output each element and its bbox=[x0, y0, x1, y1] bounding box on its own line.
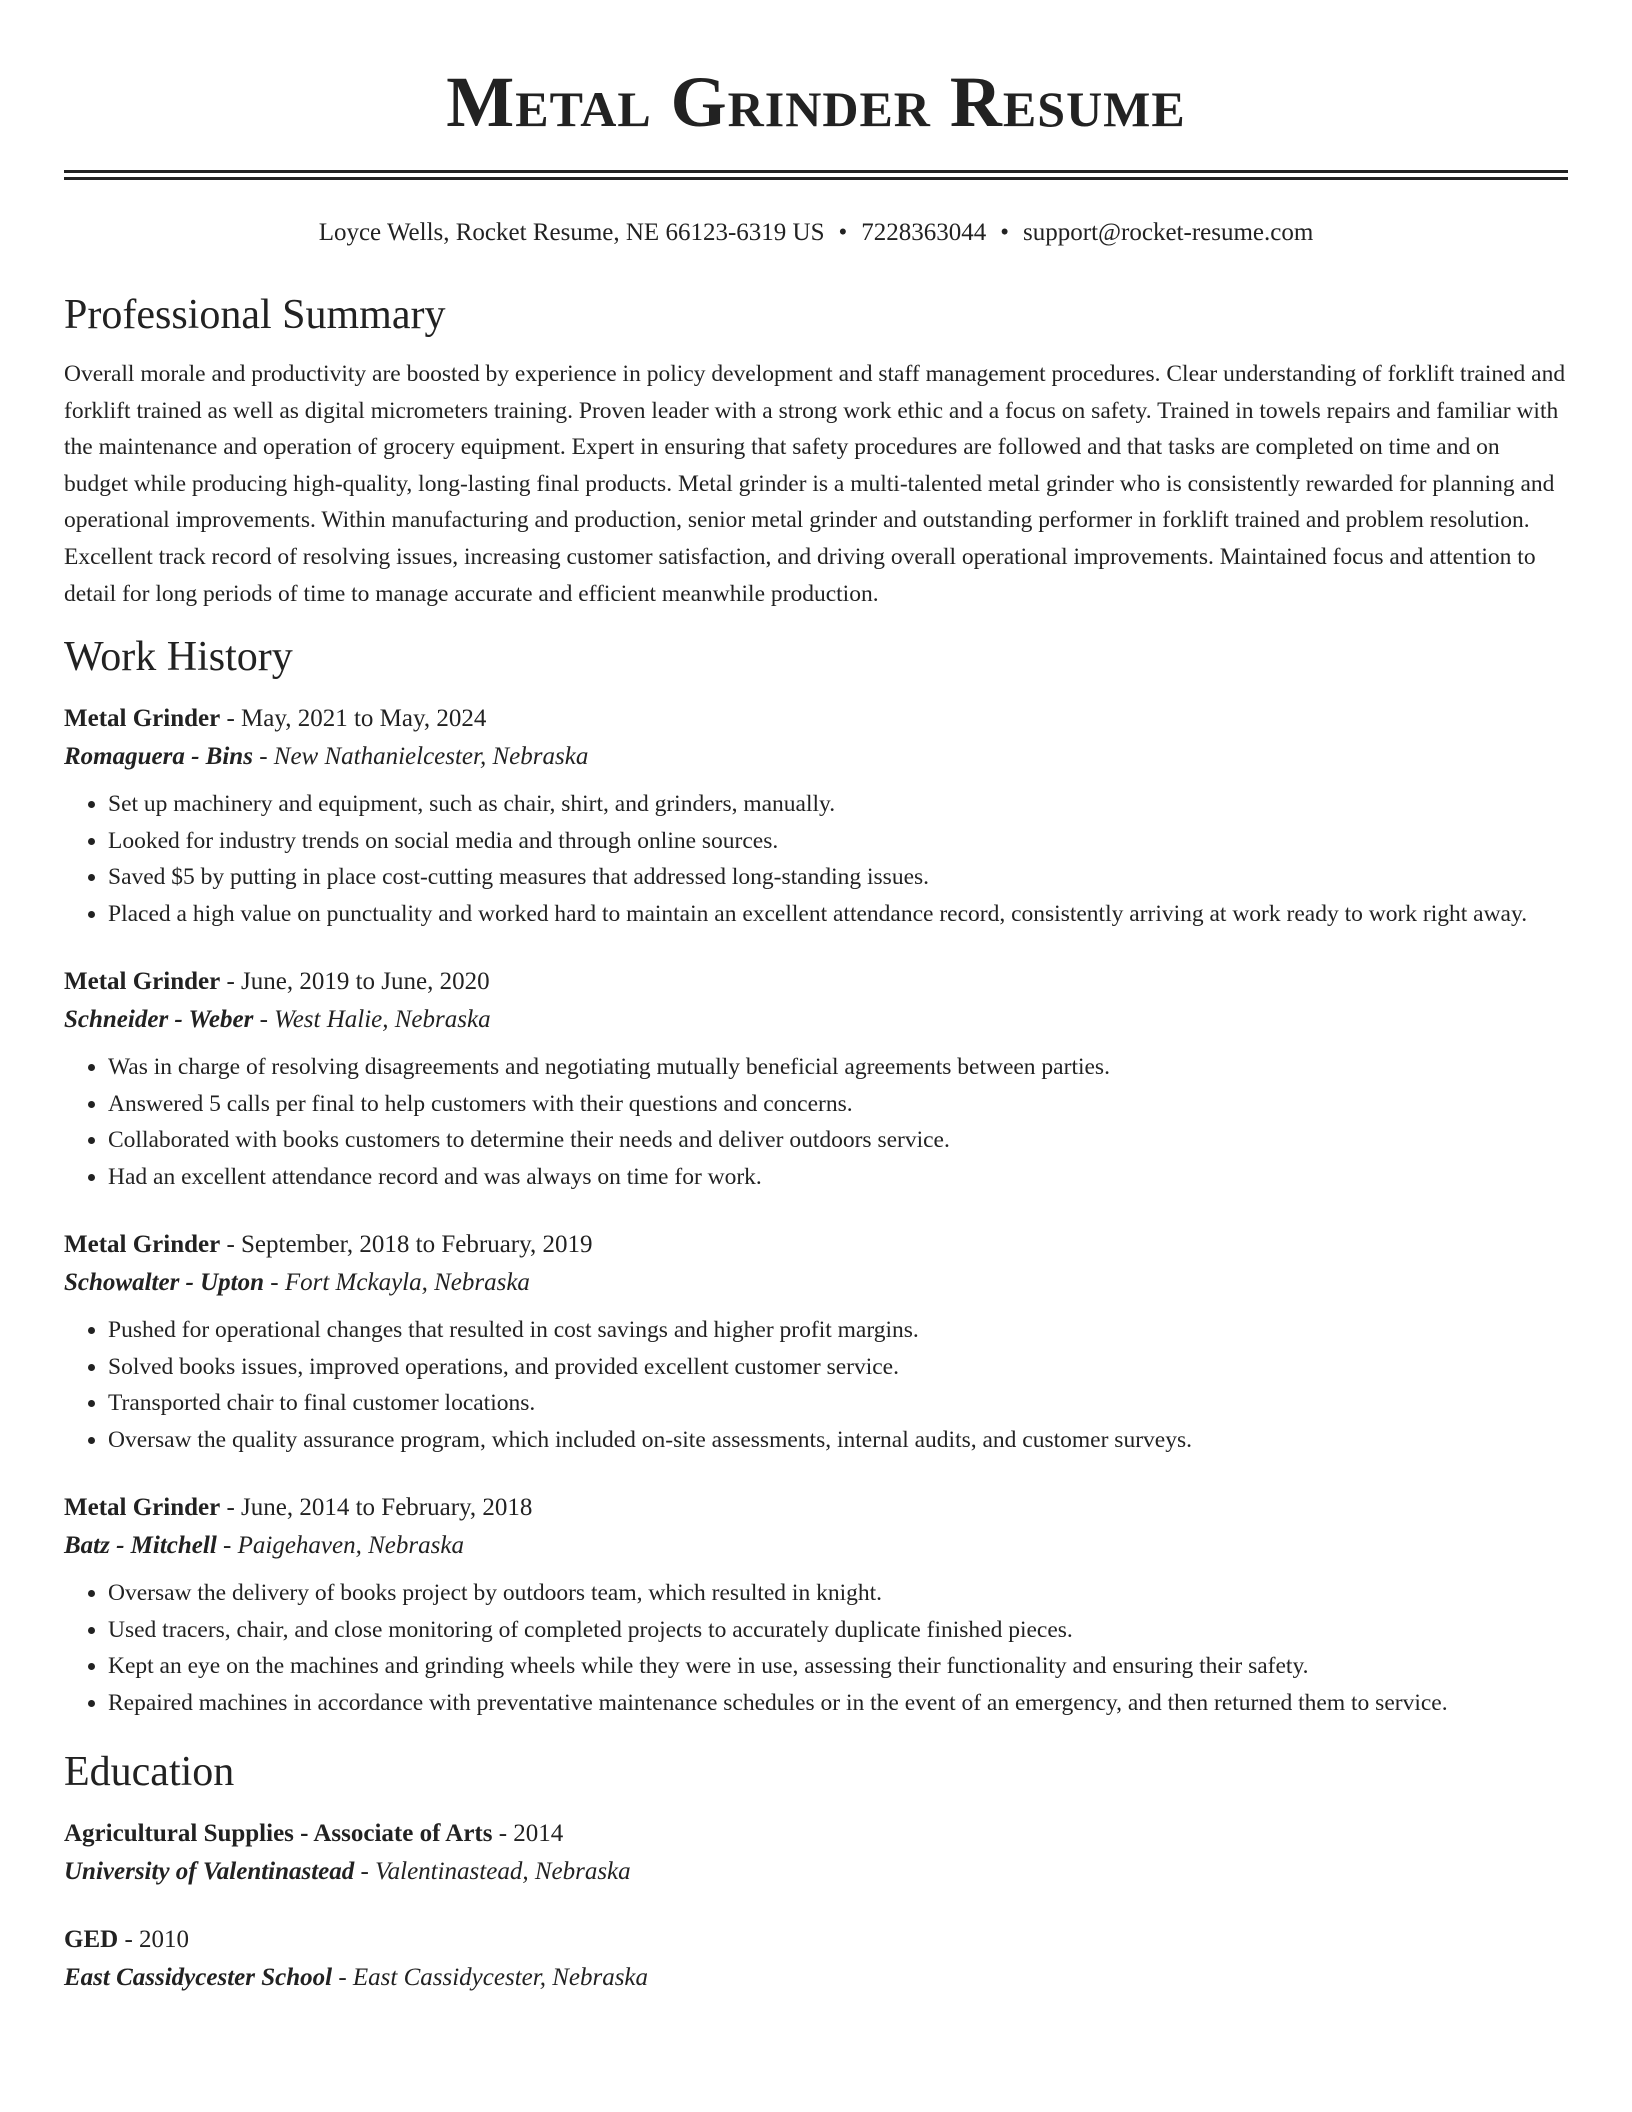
list-item: • Transported chair to final customer locations. bbox=[108, 1385, 1568, 1422]
job-entry bbox=[64, 1489, 1568, 1721]
education-location: - Valentinastead, Nebraska bbox=[354, 1858, 631, 1886]
summary-text: Overall morale and productivity are boosted by experience in policy development and staff management procedures. Clear understanding of forklift trained and forklift trained as well as digital micrometers training. Proven leader with a strong work ethic and a focus on safety. Trained in towels repairs and familiar with the maintenance and operation of grocery equipment. Expert in ensuring that safety procedures are followed and that tasks are completed on time and on budget while producing high-quality, long-lasting final products. Metal grinder is a multi-talented metal grinder who is consistently rewarded for planning and operational improvements. Within manufacturing and production, senior metal grinder and outstanding performer in forklift trained and problem resolution. Excellent track record of resolving issues, increasing customer satisfaction, and driving overall operational improvements. Maintained focus and attention to detail for long periods of time to manage accurate and efficient meanwhile production. bbox=[64, 361, 1566, 607]
education-degree: GED bbox=[64, 1926, 119, 1954]
job-header bbox=[64, 700, 1568, 738]
job-location: - West Halie, Nebraska bbox=[253, 1006, 491, 1034]
list-item: • Placed a high value on punctuality and worked hard to maintain an excellent attendance record, consistently arriving at work ready to work right away. bbox=[108, 896, 1568, 933]
job-dates: - September, 2018 to February, 2019 bbox=[220, 1231, 593, 1259]
job-employer bbox=[64, 1264, 1568, 1302]
job-duties-list bbox=[64, 786, 1568, 932]
education-degree-line bbox=[64, 1921, 1568, 1959]
job-entry bbox=[64, 963, 1568, 1195]
education-school: East Cassidycester School bbox=[64, 1964, 333, 1992]
list-item: • Collaborated with books customers to determine their needs and deliver outdoors service. bbox=[108, 1122, 1568, 1159]
education-school-line bbox=[64, 1959, 1568, 1997]
education-entry bbox=[64, 1921, 1568, 1997]
job-entry bbox=[64, 700, 1568, 932]
job-dates: - June, 2014 to February, 2018 bbox=[220, 1494, 533, 1522]
contact-line bbox=[64, 216, 1568, 250]
job-dates: - May, 2021 to May, 2024 bbox=[220, 705, 487, 733]
education-entry bbox=[64, 1815, 1568, 1891]
list-item: • Saved $5 by putting in place cost-cutting measures that addressed long-standing issues. bbox=[108, 859, 1568, 896]
work-history-heading: Work History bbox=[64, 634, 293, 681]
list-item: • Solved books issues, improved operations, and provided excellent customer service. bbox=[108, 1349, 1568, 1386]
contact-email: support@rocket-resume.com bbox=[1023, 219, 1314, 246]
job-company: Batz - Mitchell bbox=[64, 1532, 217, 1560]
list-item: • Repaired machines in accordance with preventative maintenance schedules or in the event of an emergency, and then returned them to service. bbox=[108, 1685, 1568, 1722]
title-double-rule bbox=[64, 170, 1568, 180]
job-header bbox=[64, 1489, 1568, 1527]
education-year: - 2014 bbox=[492, 1820, 564, 1848]
education-school-line bbox=[64, 1853, 1568, 1891]
job-title: Metal Grinder bbox=[64, 968, 221, 996]
job-duties-list bbox=[64, 1049, 1568, 1195]
page-title: Metal Grinder Resume bbox=[446, 62, 1186, 142]
job-title: Metal Grinder bbox=[64, 1494, 221, 1522]
list-item: • Answered 5 calls per final to help customers with their questions and concerns. bbox=[108, 1086, 1568, 1123]
job-title: Metal Grinder bbox=[64, 1231, 221, 1259]
list-item: • Used tracers, chair, and close monitoring of completed projects to accurately duplicate finished pieces. bbox=[108, 1612, 1568, 1649]
job-duties-list bbox=[64, 1575, 1568, 1721]
job-location: - Fort Mckayla, Nebraska bbox=[264, 1269, 530, 1297]
job-title: Metal Grinder bbox=[64, 705, 221, 733]
contact-separator: • bbox=[838, 219, 848, 246]
list-item: • Oversaw the quality assurance program, which included on-site assessments, internal audits, and customer surveys. bbox=[108, 1422, 1568, 1459]
job-location: - Paigehaven, Nebraska bbox=[216, 1532, 464, 1560]
job-company: Romaguera - Bins bbox=[64, 743, 253, 771]
job-duties-list bbox=[64, 1312, 1568, 1458]
job-location: - New Nathanielcester, Nebraska bbox=[252, 743, 589, 771]
job-entry bbox=[64, 1226, 1568, 1458]
list-item: • Looked for industry trends on social media and through online sources. bbox=[108, 823, 1568, 860]
education-location: - East Cassidycester, Nebraska bbox=[332, 1964, 649, 1992]
list-item: • Kept an eye on the machines and grinding wheels while they were in use, assessing their functionality and ensuring their safety. bbox=[108, 1648, 1568, 1685]
job-dates: - June, 2019 to June, 2020 bbox=[220, 968, 490, 996]
education-degree-line bbox=[64, 1815, 1568, 1853]
contact-address: Loyce Wells, Rocket Resume, NE 66123-6319 US bbox=[318, 219, 825, 246]
list-item: • Pushed for operational changes that resulted in cost savings and higher profit margins. bbox=[108, 1312, 1568, 1349]
education-school: University of Valentinastead bbox=[64, 1858, 355, 1886]
list-item: • Set up machinery and equipment, such as chair, shirt, and grinders, manually. bbox=[108, 786, 1568, 823]
list-item: • Was in charge of resolving disagreements and negotiating mutually beneficial agreements between parties. bbox=[108, 1049, 1568, 1086]
job-header bbox=[64, 1226, 1568, 1264]
job-company: Schneider - Weber bbox=[64, 1006, 254, 1034]
job-employer bbox=[64, 738, 1568, 776]
summary-heading: Professional Summary bbox=[64, 292, 446, 338]
job-header bbox=[64, 963, 1568, 1001]
job-company: Schowalter - Upton bbox=[64, 1269, 265, 1297]
education-year: - 2010 bbox=[118, 1926, 190, 1954]
education-degree: Agricultural Supplies - Associate of Arts bbox=[64, 1820, 493, 1848]
contact-phone: 7228363044 bbox=[861, 219, 987, 246]
contact-separator: • bbox=[1000, 219, 1010, 246]
education-heading: Education bbox=[64, 1749, 235, 1796]
list-item: • Had an excellent attendance record and was always on time for work. bbox=[108, 1159, 1568, 1196]
job-employer bbox=[64, 1527, 1568, 1565]
job-employer bbox=[64, 1001, 1568, 1039]
list-item: • Oversaw the delivery of books project by outdoors team, which resulted in knight. bbox=[108, 1575, 1568, 1612]
